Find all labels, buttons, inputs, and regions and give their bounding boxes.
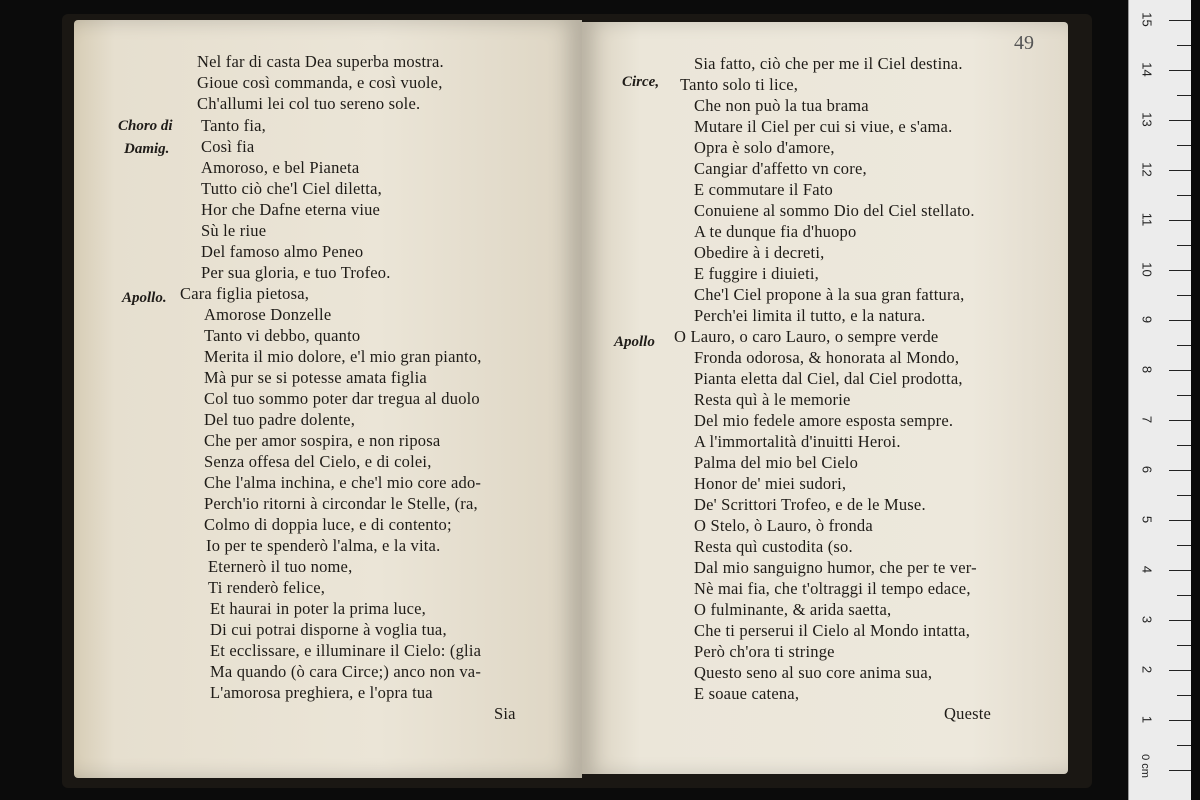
verse-line: Sù le riue [201, 221, 267, 240]
ruler-tick [1177, 695, 1191, 696]
ruler-tick [1169, 620, 1191, 621]
verse-line: Tutto ciò che'l Ciel diletta, [201, 179, 382, 198]
ruler-tick [1177, 195, 1191, 196]
ruler-tick [1169, 170, 1191, 171]
verse-line: A l'immortalità d'inuitti Heroi. [694, 432, 901, 451]
verse-line: E soaue catena, [694, 684, 800, 703]
verse-line: Cangiar d'affetto vn core, [694, 159, 867, 178]
verse-line: Che'l Ciel propone à la sua gran fattura, [694, 285, 965, 304]
verse-line: Amoroso, e bel Pianeta [201, 158, 360, 177]
ruler-label: 9 [1139, 315, 1155, 324]
verse-line: Mà pur se si potesse amata figlia [204, 368, 427, 387]
ruler-tick [1177, 245, 1191, 246]
speaker-damig: Damig. [124, 141, 170, 157]
ruler-tick [1169, 520, 1191, 521]
ruler-tick [1177, 395, 1191, 396]
ruler-tick [1177, 495, 1191, 496]
verse-line: O fulminante, & arida saetta, [694, 600, 892, 619]
verse-line: E fuggire i diuieti, [694, 264, 819, 283]
ruler-label: 14 [1139, 62, 1155, 77]
speaker-apollo: Apollo. [122, 290, 167, 306]
bleed-through-mark [114, 68, 118, 85]
ruler-tick [1169, 270, 1191, 271]
ruler-tick [1169, 670, 1191, 671]
verse-line: Sia fatto, ciò che per me il Ciel destina. [694, 54, 963, 73]
ruler-label: 13 [1139, 112, 1155, 127]
verse-line: Del tuo padre dolente, [204, 410, 356, 429]
verse-line: Pianta eletta dal Ciel, dal Ciel prodotta, [694, 369, 963, 388]
ruler-tick [1169, 320, 1191, 321]
verse-line: Hor che Dafne eterna viue [201, 200, 381, 219]
verse-line: Ch'allumi lei col tuo sereno sole. [197, 94, 421, 113]
verse-line: Nè mai fia, che t'oltraggi il tempo edace, [694, 579, 971, 598]
verse-line: Perch'ei limita il tutto, e la natura. [694, 306, 926, 325]
verse-line: Dal mio sanguigno humor, che per te ver- [694, 558, 977, 577]
verse-line: Che l'alma inchina, e che'l mio core ado- [204, 473, 482, 492]
ruler-label: 6 [1139, 465, 1155, 474]
verse-line: Però ch'ora ti stringe [694, 642, 835, 661]
ruler-tick [1169, 370, 1191, 371]
verse-line: Io per te spenderò l'alma, e la vita. [206, 536, 441, 555]
verse-line: Che ti perserui il Cielo al Mondo intatta, [694, 621, 971, 640]
ruler-tick [1169, 470, 1191, 471]
ruler-tick [1169, 770, 1191, 771]
ruler-label: 4 [1139, 565, 1155, 574]
ruler-tick [1177, 595, 1191, 596]
verse-line: Nel far di casta Dea superba mostra. [197, 52, 444, 71]
verse-line: Honor de' miei sudori, [694, 474, 847, 493]
left-page [74, 20, 582, 778]
verse-line: Ti renderò felice, [208, 578, 326, 597]
ruler-tick [1169, 570, 1191, 571]
ruler-tick [1169, 20, 1191, 21]
verse-line: Così fia [201, 137, 255, 156]
verse-line: Resta quì custodita (so. [694, 537, 853, 556]
right-page [582, 22, 1068, 774]
speaker-circe: Circe, [622, 74, 660, 90]
verse-line: Questo seno al suo core anima sua, [694, 663, 933, 682]
verse-line: Fronda odorosa, & honorata al Mondo, [694, 348, 960, 367]
ruler-label: 2 [1139, 665, 1155, 674]
ruler-tick [1177, 145, 1191, 146]
ruler-tick [1177, 545, 1191, 546]
verse-line: Eternerò il tuo nome, [208, 557, 353, 576]
ruler-tick [1177, 295, 1191, 296]
verse-line: O Stelo, ò Lauro, ò fronda [694, 516, 873, 535]
verse-line: Ma quando (ò cara Circe;) anco non va- [210, 662, 482, 681]
verse-line: Che per amor sospira, e non riposa [204, 431, 441, 450]
verse-line: Obedire à i decreti, [694, 243, 825, 262]
verse-line: Che non può la tua brama [694, 96, 869, 115]
ruler-tick [1177, 345, 1191, 346]
catchword: Sia [494, 704, 516, 723]
ruler-label: 11 [1139, 212, 1155, 227]
verse-line: E commutare il Fato [694, 180, 833, 199]
ruler-unit-label: 0 cm [1138, 754, 1151, 778]
verse-line: Del mio fedele amore esposta sempre. [694, 411, 954, 430]
verse-line: Tanto fia, [201, 116, 266, 135]
speaker-apollo: Apollo [614, 334, 655, 350]
speaker-choro: Choro di [118, 118, 173, 134]
verse-line: Resta quì à le memorie [694, 390, 851, 409]
ruler-tick [1169, 120, 1191, 121]
verse-line: Colmo di doppia luce, e di contento; [204, 515, 452, 534]
ruler-label: 1 [1139, 715, 1155, 724]
ruler-label: 3 [1139, 615, 1155, 624]
verse-line: Et haurai in poter la prima luce, [210, 599, 426, 618]
verse-line: Gioue così commanda, e così vuole, [197, 73, 443, 92]
verse-line: Conuiene al sommo Dio del Ciel stellato. [694, 201, 975, 220]
verse-line: Senza offesa del Cielo, e di colei, [204, 452, 432, 471]
ruler-tick [1177, 445, 1191, 446]
ruler-tick [1177, 645, 1191, 646]
catchword: Queste [944, 704, 992, 723]
verse-line: Per sua gloria, e tuo Trofeo. [201, 263, 391, 282]
ruler-tick [1177, 95, 1191, 96]
verse-line: Tanto solo ti lice, [680, 75, 799, 94]
verse-line: Palma del mio bel Cielo [694, 453, 859, 472]
ruler-tick [1169, 420, 1191, 421]
ruler-label: 7 [1139, 415, 1155, 424]
verse-line: Et ecclissare, e illuminare il Cielo: (glia [210, 641, 482, 660]
verse-line: A te dunque fia d'huopo [694, 222, 857, 241]
ruler-tick [1169, 220, 1191, 221]
ruler-tick [1177, 745, 1191, 746]
verse-line: Tanto vi debbo, quanto [204, 326, 361, 345]
ruler-label: 10 [1139, 262, 1155, 277]
ruler-label: 12 [1139, 162, 1155, 177]
verse-line: Di cui potrai disporne à voglia tua, [210, 620, 447, 639]
verse-line: Opra è solo d'amore, [694, 138, 835, 157]
ruler-tick [1169, 720, 1191, 721]
verse-line: L'amorosa preghiera, e l'opra tua [210, 683, 433, 702]
scale-ruler [1128, 0, 1191, 800]
page-number: 49 [1014, 32, 1034, 54]
ruler-label: 15 [1139, 12, 1155, 27]
ruler-label: 8 [1139, 365, 1155, 374]
ruler-label: 5 [1139, 515, 1155, 524]
verse-line: O Lauro, o caro Lauro, o sempre verde [674, 327, 939, 346]
verse-line: De' Scrittori Trofeo, e de le Muse. [694, 495, 926, 514]
verse-line: Del famoso almo Peneo [201, 242, 364, 261]
verse-line: Mutare il Ciel per cui si viue, e s'ama. [694, 117, 953, 136]
verse-line: Col tuo sommo poter dar tregua al duolo [204, 389, 480, 408]
verse-line: Cara figlia pietosa, [180, 284, 310, 303]
verse-line: Merita il mio dolore, e'l mio gran pianto, [204, 347, 482, 366]
verse-line: Amorose Donzelle [204, 305, 332, 324]
verse-line: Perch'io ritorni à circondar le Stelle, (ra, [204, 494, 478, 513]
ruler-tick [1169, 70, 1191, 71]
ruler-tick [1177, 45, 1191, 46]
